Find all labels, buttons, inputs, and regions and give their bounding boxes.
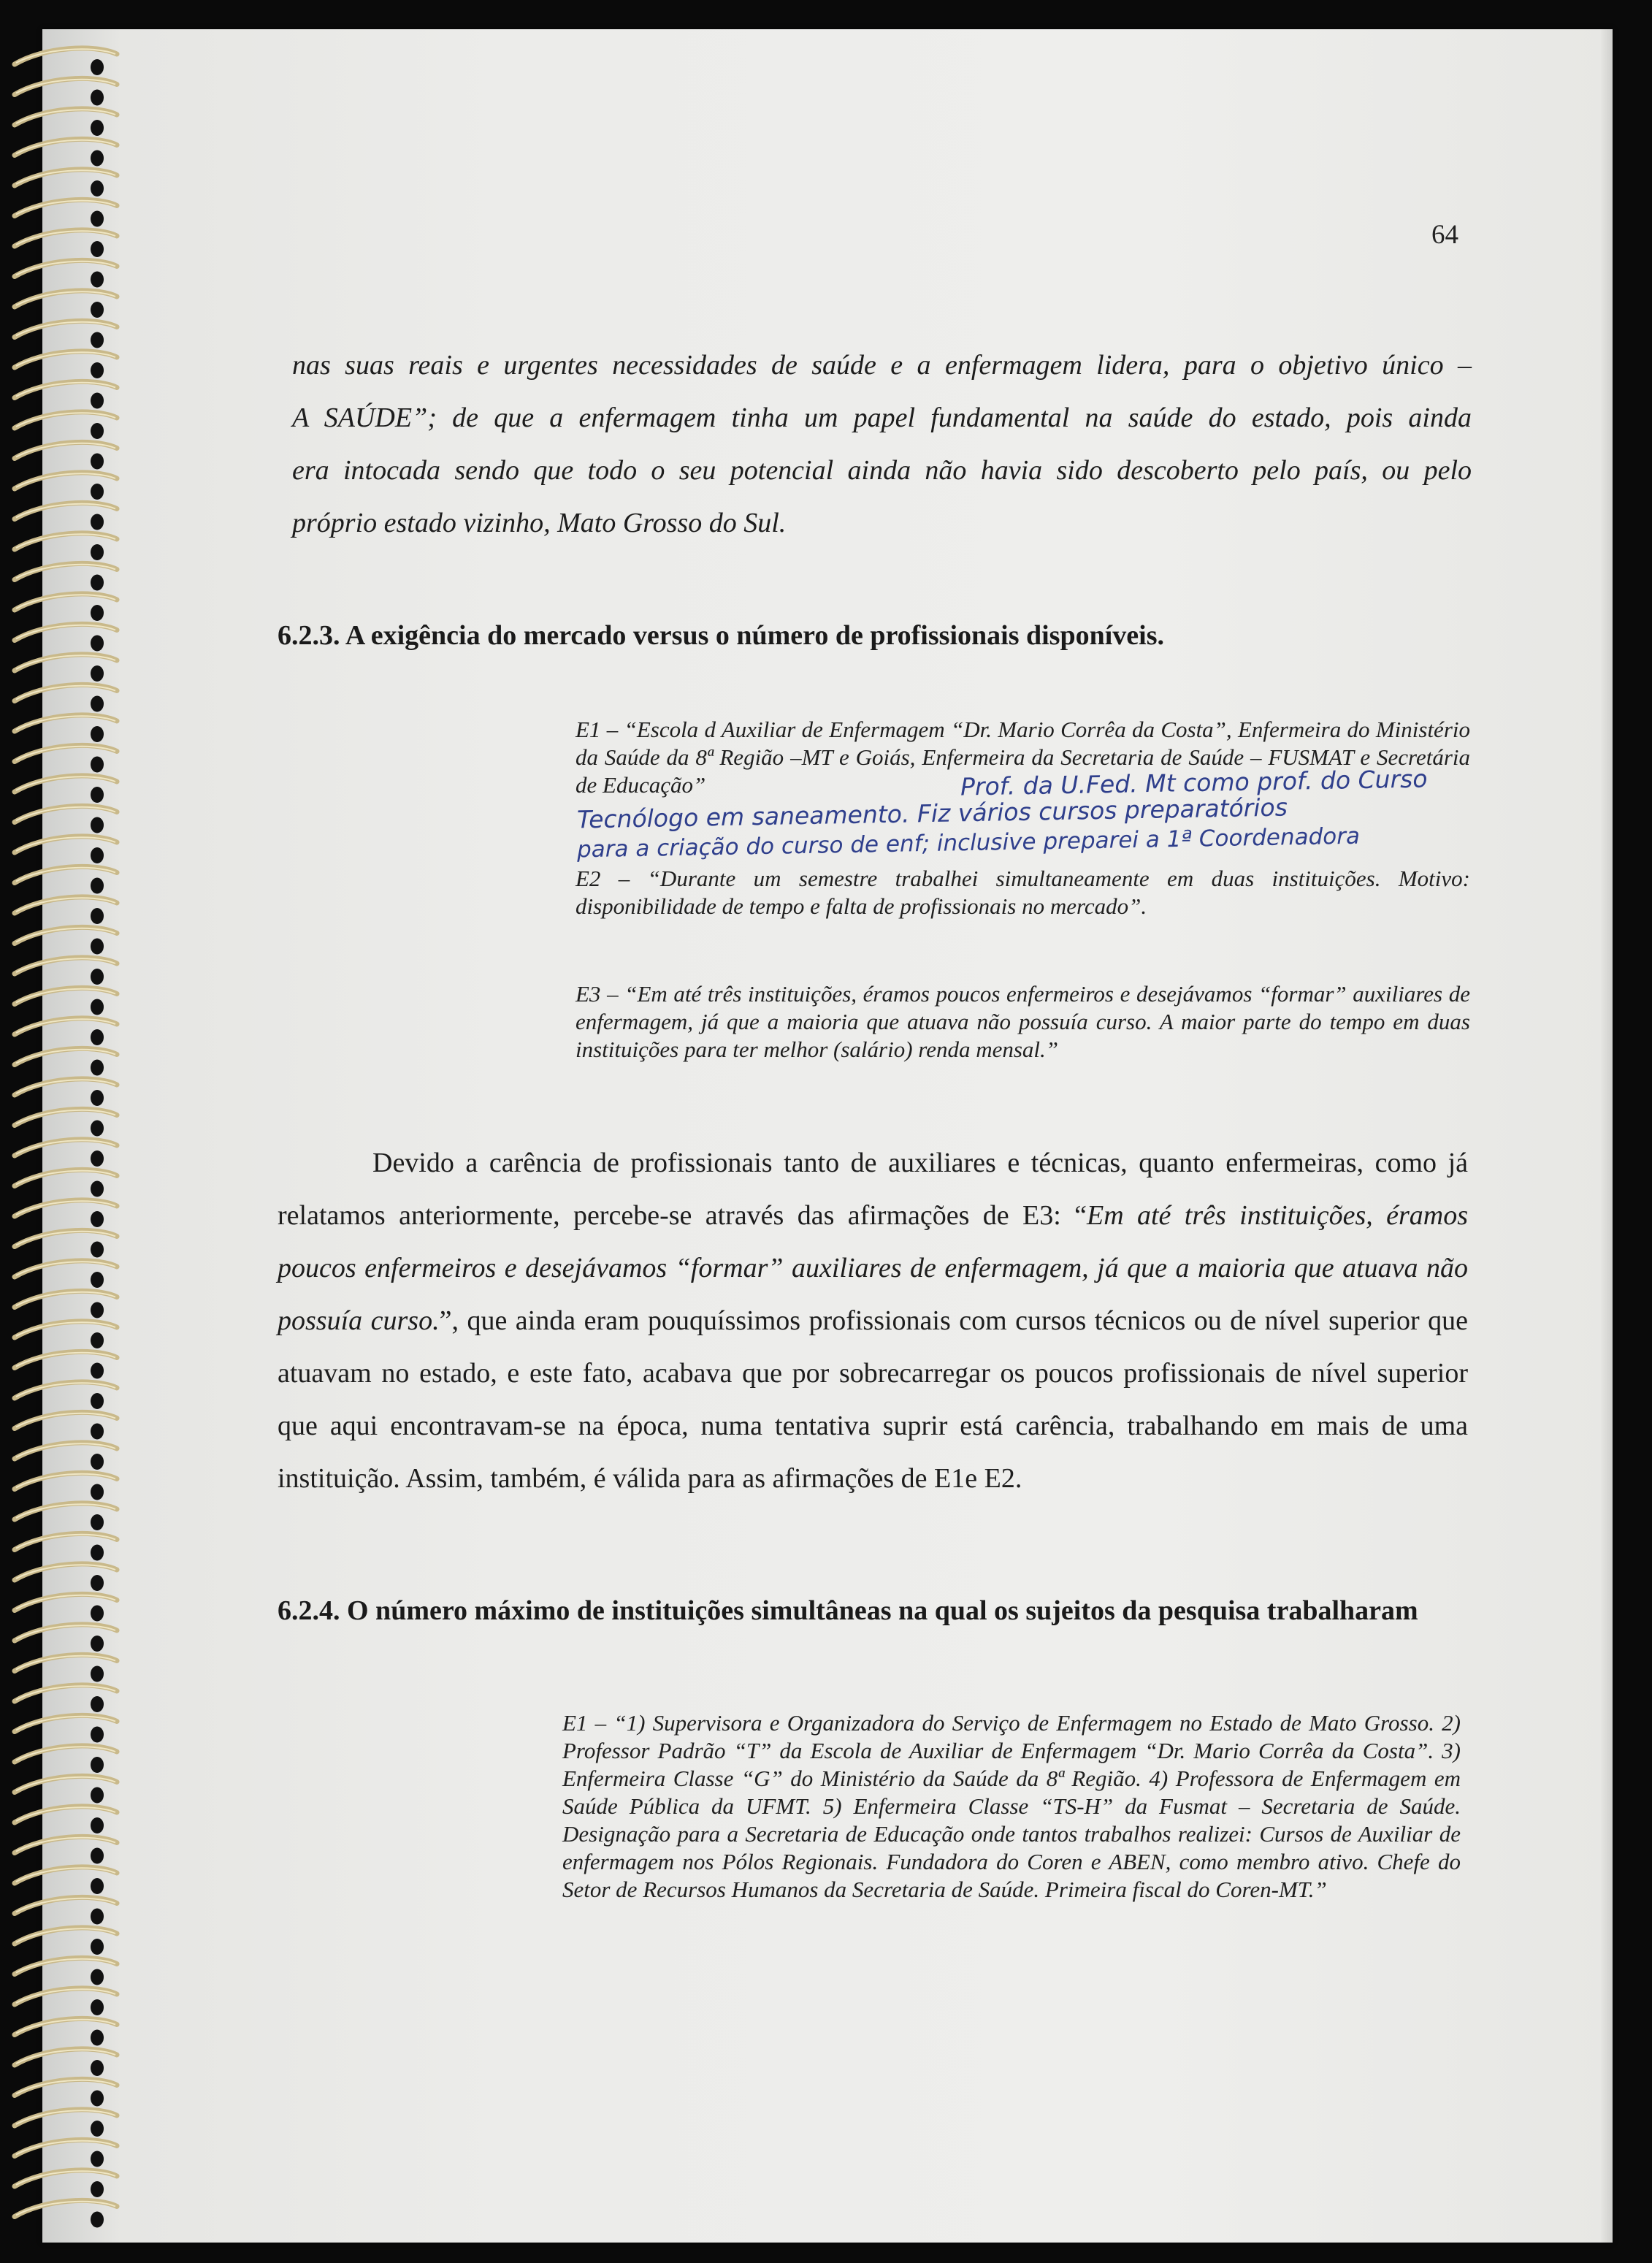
paragraph1-line-3: era intocada sendo que todo o seu potencial ainda não havia sido descoberto pelo país, ou pelo (292, 455, 1472, 486)
paragraph2 (278, 1137, 1468, 1505)
paragraph1-line-4: próprio estado vizinho, Mato Grosso do Sul. (292, 508, 787, 538)
page-edge (1601, 29, 1613, 2243)
handwritten-note-line-3: para a criação do curso de enf; inclusive preparei a 1ª Coordenadora (576, 823, 1361, 863)
handwritten-note-line-1: Prof. da U.Fed. Mt como prof. do Curso (960, 764, 1428, 801)
quote-e1-623: E1 – “Escola d Auxiliar de Enfermagem “Dr. Mario Corrêa da Costa”, Enfermeira do Ministério da Saúde da 8ª Região –MT e Goiás, Enfermeira da Secretaria de Saúde – FUSMAT e Secretária de Educação” (575, 717, 1470, 798)
paragraph2-text-1: Devido a carência de profissionais tanto de auxiliares e técnicas, quanto enfermeiras, como já relatamos anteriormente, percebe-se através das afirmações de E3: “ (278, 1148, 1468, 1231)
handwritten-note-line-2: Tecnólogo em saneamento. Fiz vários cursos preparatórios (576, 793, 1288, 834)
paragraph1-line-1: nas suas reais e urgentes necessidades de saúde e a enfermagem lidera, para o objetivo único – (292, 350, 1472, 381)
spiral-binding (0, 0, 146, 2263)
quote-e3-623: E3 – “Em até três instituições, éramos poucos enfermeiros e desejávamos “formar” auxiliares de enfermagem, já que a maioria que atuava não possuía curso. A maior parte do tempo em duas instituições para ter melhor (salário) renda mensal.” (575, 981, 1470, 1062)
section-heading-624: 6.2.4. O número máximo de instituições simultâneas na qual os sujeitos da pesquisa trabalharam (278, 1595, 1418, 1626)
quote-e1-624: E1 – “1) Supervisora e Organizadora do Serviço de Enfermagem no Estado de Mato Grosso. 2) Professor Padrão “T” da Escola de Auxiliar de Enfermagem “Dr. Mario Corrêa da Costa”. 3) Enfermeira Classe “G” do Ministério da Saúde da 8ª Região. 4) Professora de Enfermagem em Saúde Pública da UFMT. 5) Enfermeira Classe “TS-H” da Fusmat – Secretaria de Saúde. Designação para a Secretaria de Educação onde tantos trabalhos realizei: Cursos de Auxiliar de enfermagem nos Pólos Regionais. Fundadora do Coren e ABEN, como membro ativo. Chefe do Setor de Recursos Humanos da Secretaria de Saúde. Primeira fiscal do Coren-MT.” (562, 1710, 1461, 1902)
quote-e2-623: E2 – “Durante um semestre trabalhei simultaneamente em duas instituições. Motivo: disponibilidade de tempo e falta de profissionais no mercado”. (575, 866, 1470, 919)
paragraph2-quote-italic: Em até três instituições, éramos poucos enfermeiros e desejávamos “formar” auxiliares de enfermagem, já que a maioria que atuava não possuía curso. (278, 1200, 1468, 1336)
paragraph1-line-2: A SAÚDE”; de que a enfermagem tinha um papel fundamental na saúde do estado, pois ainda (292, 402, 1472, 433)
paragraph2-text-2: ”, que ainda eram pouquíssimos profissionais com cursos técnicos ou de nível superior que atuavam no estado, e este fato, acabava que por sobrecarregar os poucos profissionais de nível superior que aqui encontravam-se na época, numa tentativa suprir está carência, trabalhando em mais de uma instituição. Assim, também, é válida para as afirmações de E1e E2. (278, 1305, 1468, 1494)
section-heading-623: 6.2.3. A exigência do mercado versus o número de profissionais disponíveis. (278, 620, 1164, 651)
page-number: 64 (1431, 220, 1458, 250)
